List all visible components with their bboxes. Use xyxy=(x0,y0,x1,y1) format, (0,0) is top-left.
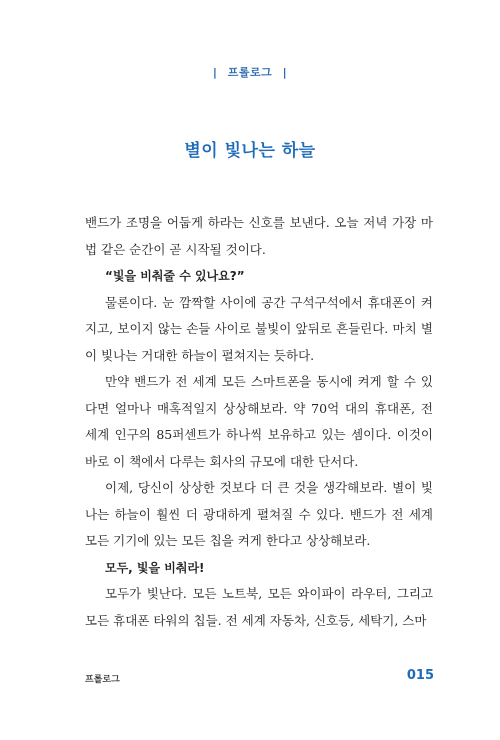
paragraph: 이제, 당신이 상상한 것보다 더 큰 것을 생각해보라. 별이 빛나는 하늘이 훨씬 더 광대하게 펼쳐질 수 있다. 밴드가 전 세계 모든 기기에 있는 모든 칩을 켜게 한다고 상상해보라. xyxy=(85,480,433,548)
section-label xyxy=(0,64,500,80)
paragraph: 모두가 빛난다. 모든 노트북, 모든 와이파이 라우터, 그리고 모든 휴대폰 타워의 칩들. 전 세계 자동차, 신호등, 세탁기, 스마 xyxy=(85,586,433,628)
quote-paragraph: “빛을 비춰줄 수 있나요?” xyxy=(105,269,245,283)
paragraph: 물론이다. 눈 깜짝할 사이에 공간 구석구석에서 휴대폰이 켜지고, 보이지 않는 손들 사이로 불빛이 앞뒤로 흔들린다. 마치 별이 빛나는 거대한 하늘이 펼쳐지는 듯하다. xyxy=(85,294,433,363)
emphasis-paragraph: 모두, 빛을 비춰라! xyxy=(105,560,205,575)
page-number: 015 xyxy=(406,668,434,683)
paragraph: 만약 밴드가 전 세계 모든 스마트폰을 동시에 켜게 할 수 있다면 얼마나 매혹적일지 상상해보라. 약 70억 대의 휴대폰, 전 세계 인구의 85퍼센트가 하나씩 보유하고 있는 셈이다. 이것이 바로 이 책에서 다루는 회사의 규모에 대한 단서다. xyxy=(85,374,433,469)
body-text xyxy=(85,210,433,634)
divider-bar-right: | xyxy=(282,66,288,79)
chapter-title: 별이 빛나는 하늘 xyxy=(184,141,316,161)
divider-bar-left: | xyxy=(212,66,218,79)
running-title: 프롤로그 xyxy=(85,675,120,685)
section-label-text: 프롤로그 xyxy=(227,66,273,79)
paragraph: 밴드가 조명을 어둡게 하라는 신호를 보낸다. 오늘 저녁 가장 마법 같은 순간이 곧 시작될 것이다. xyxy=(85,215,433,257)
